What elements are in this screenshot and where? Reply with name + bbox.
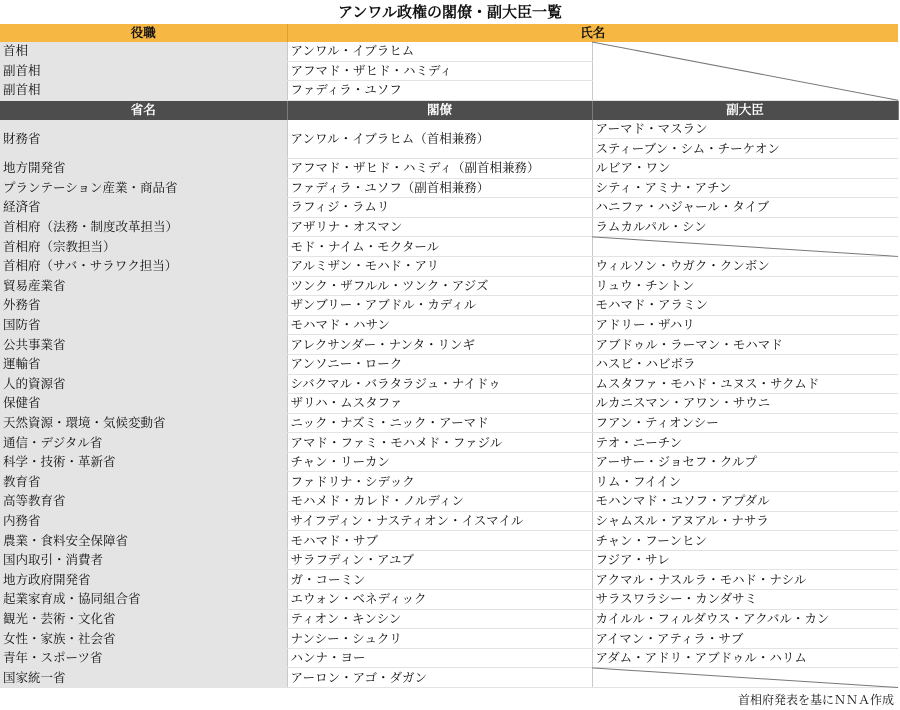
ministry-row	[0, 120, 898, 139]
minister-name: モハマド・ハサン	[287, 315, 592, 335]
ministry-name: 地方政府開発省	[0, 570, 287, 590]
minister-name: ファドリナ・シデック	[287, 472, 592, 492]
ministry-row	[0, 590, 898, 610]
source-footnote: 首相府発表を基にＮＮＡ作成	[737, 693, 894, 707]
ministry-row	[0, 276, 898, 296]
ministry-name: 地方開発省	[0, 158, 287, 178]
ministry-row	[0, 629, 898, 649]
leader-name: アフマド・ザヒド・ハミディ	[287, 61, 592, 81]
ministry-name: 人的資源省	[0, 374, 287, 394]
minister-name: モド・ナイム・モクタール	[287, 237, 592, 257]
leader-role: 首相	[0, 42, 287, 61]
ministry-row	[0, 296, 898, 316]
leader-name: ファディラ・ユソフ	[287, 81, 592, 101]
ministry-row	[0, 315, 898, 335]
ministry-name: 起業家育成・協同組合省	[0, 590, 287, 610]
minister-name: モハメド・カレド・ノルディン	[287, 492, 592, 512]
deputy-name: スティーブン・シム・チーケオン	[592, 139, 898, 159]
ministry-name: 国防省	[0, 315, 287, 335]
deputy-name: ムスタファ・モハド・ユヌス・サクムド	[592, 374, 898, 394]
ministry-name: プランテーション産業・商品省	[0, 178, 287, 198]
minister-name: ナンシー・シュクリ	[287, 629, 592, 649]
header-name: 氏名	[287, 24, 898, 42]
minister-name: チャン・リーカン	[287, 452, 592, 472]
deputy-name: シティ・アミナ・アチン	[592, 178, 898, 198]
deputy-name: テオ・ニーチン	[592, 433, 898, 453]
ministry-header-row	[0, 100, 898, 120]
header-role: 役職	[0, 24, 287, 42]
ministry-name: 貿易産業省	[0, 276, 287, 296]
ministry-name: 財務省	[0, 120, 287, 159]
minister-name: ラフィジ・ラムリ	[287, 198, 592, 218]
leader-role: 副首相	[0, 61, 287, 81]
ministry-name: 国家統一省	[0, 668, 287, 688]
deputy-name: アダム・アドリ・アブドゥル・ハリム	[592, 648, 898, 668]
deputy-name: ハニファ・ハジャール・タイブ	[592, 198, 898, 218]
leader-row	[0, 42, 898, 61]
ministry-row	[0, 374, 898, 394]
minister-name: アンワル・イブラヒム（首相兼務）	[287, 120, 592, 159]
ministry-row	[0, 472, 898, 492]
ministry-row	[0, 511, 898, 531]
minister-name: シバクマル・バラタラジュ・ナイドゥ	[287, 374, 592, 394]
deputy-name: リュウ・チントン	[592, 276, 898, 296]
ministry-row	[0, 531, 898, 551]
deputy-name: ウィルソン・ウガク・クンボン	[592, 256, 898, 276]
ministry-name: 首相府（サバ・サラワク担当）	[0, 256, 287, 276]
leader-role: 副首相	[0, 81, 287, 101]
ministry-row	[0, 217, 898, 237]
minister-name: ザンブリー・アブドル・カディル	[287, 296, 592, 316]
deputy-name: チャン・フーンヒン	[592, 531, 898, 551]
deputy-name: アドリー・ザハリ	[592, 315, 898, 335]
ministry-name: 首相府（宗教担当）	[0, 237, 287, 257]
ministry-row	[0, 452, 898, 472]
ministry-name: 科学・技術・革新省	[0, 452, 287, 472]
ministry-row	[0, 198, 898, 218]
ministry-name: 天然資源・環境・気候変動省	[0, 413, 287, 433]
ministry-name: 経済省	[0, 198, 287, 218]
ministry-row	[0, 609, 898, 629]
deputy-name: フジア・サレ	[592, 550, 898, 570]
deputy-name: アーマド・マスラン	[592, 120, 898, 139]
minister-name: サラフディン・アユブ	[287, 550, 592, 570]
ministry-row	[0, 550, 898, 570]
ministry-row	[0, 413, 898, 433]
minister-name: アレクサンダー・ナンタ・リンギ	[287, 335, 592, 355]
deputy-name: アイマン・アティラ・サブ	[592, 629, 898, 649]
ministry-name: 保健省	[0, 394, 287, 414]
ministry-row	[0, 394, 898, 414]
deputy-name: アクマル・ナスルラ・モハド・ナシル	[592, 570, 898, 590]
leader-name: アンワル・イブラヒム	[287, 42, 592, 61]
deputy-blank-cell	[592, 237, 898, 257]
ministry-row	[0, 570, 898, 590]
leader-blank-cell	[592, 42, 898, 100]
deputy-name: リム・フイイン	[592, 472, 898, 492]
ministry-row	[0, 648, 898, 668]
ministry-name: 女性・家族・社会省	[0, 629, 287, 649]
minister-name: アンソニー・ローク	[287, 354, 592, 374]
minister-name: アザリナ・オスマン	[287, 217, 592, 237]
minister-name: ザリハ・ムスタファ	[287, 394, 592, 414]
header-ministry: 省名	[0, 100, 287, 120]
minister-name: サイフディン・ナスティオン・イスマイル	[287, 511, 592, 531]
minister-name: ティオン・キンシン	[287, 609, 592, 629]
deputy-name: アブドゥル・ラーマン・モハマド	[592, 335, 898, 355]
ministry-row	[0, 492, 898, 512]
ministry-row	[0, 433, 898, 453]
ministry-row	[0, 158, 898, 178]
ministry-name: 首相府（法務・制度改革担当）	[0, 217, 287, 237]
page-title: アンワル政権の閣僚・副大臣一覧	[338, 3, 562, 21]
ministry-name: 青年・スポーツ省	[0, 648, 287, 668]
deputy-name: フアン・ティオンシー	[592, 413, 898, 433]
ministry-name: 農業・食料安全保障省	[0, 531, 287, 551]
ministry-row	[0, 256, 898, 276]
minister-name: ハンナ・ヨー	[287, 648, 592, 668]
ministry-row	[0, 668, 898, 688]
deputy-name: アーサー・ジョセフ・クルプ	[592, 452, 898, 472]
ministry-name: 高等教育省	[0, 492, 287, 512]
ministry-name: 通信・デジタル省	[0, 433, 287, 453]
ministry-row	[0, 335, 898, 355]
minister-name: エウォン・ベネディック	[287, 590, 592, 610]
minister-name: ガ・コーミン	[287, 570, 592, 590]
deputy-name: シャムスル・アヌアル・ナサラ	[592, 511, 898, 531]
deputy-name: ハスビ・ハビボラ	[592, 354, 898, 374]
minister-name: ツンク・ザフルル・ツンク・アジズ	[287, 276, 592, 296]
minister-name: ファディラ・ユソフ（副首相兼務）	[287, 178, 592, 198]
cabinet-table-body	[0, 24, 898, 688]
deputy-blank-cell	[592, 668, 898, 688]
deputy-name: ルカニスマン・アワン・サウニ	[592, 394, 898, 414]
deputy-name: カイルル・フィルダウス・アクバル・カン	[592, 609, 898, 629]
minister-name: モハマド・サブ	[287, 531, 592, 551]
ministry-name: 公共事業省	[0, 335, 287, 355]
deputy-name: ラムカルパル・シン	[592, 217, 898, 237]
ministry-row	[0, 354, 898, 374]
minister-name: アルミザン・モハド・アリ	[287, 256, 592, 276]
ministry-name: 教育省	[0, 472, 287, 492]
minister-name: アーロン・アゴ・ダガン	[287, 668, 592, 688]
deputy-name: モハンマド・ユソフ・アプダル	[592, 492, 898, 512]
top-header-row	[0, 24, 898, 42]
deputy-name: モハマド・アラミン	[592, 296, 898, 316]
ministry-row	[0, 178, 898, 198]
minister-name: アマド・ファミ・モハメド・ファジル	[287, 433, 592, 453]
deputy-name: サラスワラシー・カンダサミ	[592, 590, 898, 610]
cabinet-table	[0, 24, 899, 688]
ministry-name: 内務省	[0, 511, 287, 531]
minister-name: ニック・ナズミ・ニック・アーマド	[287, 413, 592, 433]
ministry-name: 観光・芸術・文化省	[0, 609, 287, 629]
deputy-name: ルビア・ワン	[592, 158, 898, 178]
ministry-name: 運輸省	[0, 354, 287, 374]
ministry-name: 国内取引・消費者	[0, 550, 287, 570]
header-deputy: 副大臣	[592, 100, 898, 120]
ministry-row	[0, 237, 898, 257]
minister-name: アフマド・ザヒド・ハミディ（副首相兼務）	[287, 158, 592, 178]
header-minister: 閣僚	[287, 100, 592, 120]
ministry-name: 外務省	[0, 296, 287, 316]
